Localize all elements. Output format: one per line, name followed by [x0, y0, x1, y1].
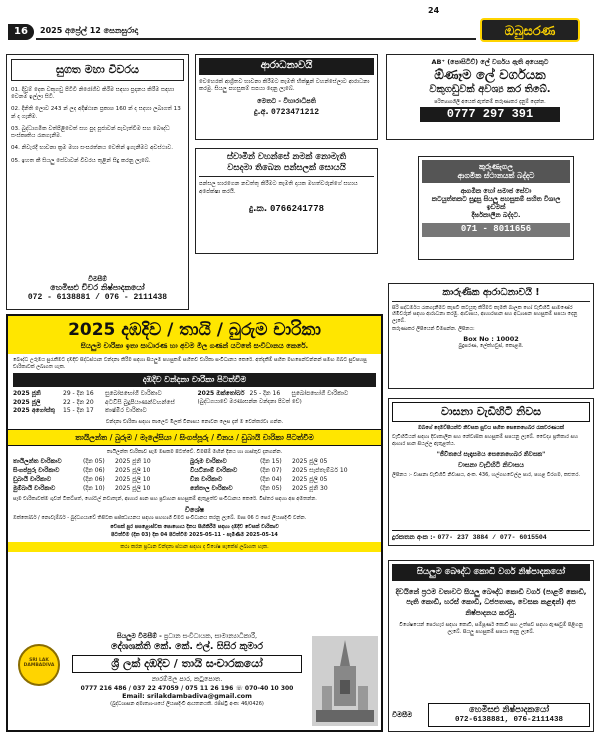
list-item	[13, 407, 192, 416]
ad-wasana-subtitle: ඔබගේ දෙමව්පියන්ට නිවසක සුවය සහිත සෙනෙහෙබර රැකවරණයක්	[418, 424, 564, 431]
ad-tour	[6, 314, 383, 732]
ad-tour-special3: පිටත්වීම (දින 03) දින 04 පිටත්වීම 2025-05-11 - පැමිණීම 2025-05-14	[111, 532, 278, 539]
contact-name: හෙමිසළු නිෂ්පාදකයෝ	[469, 705, 549, 715]
page-header	[0, 0, 600, 42]
contact-label: විමසීම්	[88, 274, 107, 283]
contact-phones: 072 - 6138881 / 076 - 2111438	[27, 293, 168, 302]
ad-sugatha	[6, 54, 189, 310]
ad-wasana-address: ලිපිනය :- වාසනා වැඩිහිටි නිවාසය, අංක. 436, හල්ගහවෙල්ල පාර, පහළ වීරගම, කළුතර.	[392, 471, 580, 478]
tour-name: වියට්නාම් චාරිකාව	[190, 467, 238, 475]
ad-tour-note3: කථා කරන ප්‍රධාන වන්දනා ස්ථාන සඳහා ද විශේෂ පැකේජ ලබාගත හැක.	[8, 542, 381, 553]
tour-days: (දින 05)	[260, 484, 282, 492]
tour-days: (දින 06)	[83, 467, 105, 475]
ad-wasana-title: වාසනා වැඩිහිටි නිවස	[392, 402, 590, 422]
ad-tour-note2: සෑම චාරිකාවක්ම ගුවන් ටිකට්පත්, හෝටල් නවාතැන්, ආහාර පාන සහ ප්‍රවාහන පහසුකම් ඇතුළත්ව සංවිධානය කෙරේ. විස්තර සඳහා අප අමතන්න.	[13, 496, 317, 503]
tour-desc: අටවිසි බුදුපියාණන්වහන්සේ	[105, 398, 175, 406]
ad-karunika	[388, 283, 594, 389]
ad-tour-section2-title: තායිලන්ත / බුරුම / මැලේසියා / සිංගප්පූරු / චීනය / ඩුබායි චාරිකා පිටත්වීම	[8, 429, 381, 446]
tour-desc: කාෂ්මීර චාරිකාව	[105, 407, 147, 415]
page-number-badge: 16	[8, 24, 34, 40]
company-seal: SRI LAK DAMBADIVA	[18, 644, 60, 686]
tour-date: 2025 ජූලි 10	[115, 467, 151, 475]
ad-aradhana-title: ආරාධනාවයි	[199, 58, 374, 75]
company-registration: (බුද්ධශාසන අමාත්‍යාංශයේ ලියාපදිංචි ආයතනයකි. රජිස්ට්‍රි අංක: 46/0426)	[110, 700, 264, 707]
ad-kidney-details: පරිත්‍යාගශීලී අයෙක් ඇත්නම් කරුණාකර දැනුම් දෙන්න.	[434, 98, 546, 105]
tour-desc: සුඛෝපභෝගී චාරිකාව	[105, 390, 162, 397]
company-phones: 0777 216 486 / 037 22 47059 / 075 11 26 196 ☏ 070-40 10 300	[80, 684, 294, 692]
ad-karunika-body2: කරුණාකර ලිපියෙන් විමසන්න. ලිපිනය:	[392, 326, 475, 333]
ad-tour-special-body: ඔක්තෝබර් / නොවැම්බර් - බුද්ධගයාවේ තිපිටක සජ්ඣායනය සඳහා සහභාගී වීමට සංවිධානය කරනු ලැබේ. මාස 06 ට පෙර ලියාපදිංචි වන්න.	[13, 515, 307, 522]
body-line3: දීර්ඝකාලීන බද්දට.	[471, 211, 521, 220]
ad-wasana	[388, 398, 594, 546]
list-item: 05. ඉහත කී සියලු සේවාවන් විවරය තුළින් සිදු කරනු ලැබේ.	[11, 157, 151, 164]
tour-month: 2025 ජූනි	[13, 390, 41, 397]
table-row	[13, 467, 376, 476]
ad-wasana-name: වාසනා වැඩිහිටි නිවාසය	[458, 460, 524, 469]
tour-name: බුරුම චාරිකාව	[190, 458, 227, 466]
tour-date: 2025 ජූනි 10	[115, 458, 151, 466]
table-row	[13, 476, 376, 485]
tour-date: 2025 ජූලි 10	[115, 475, 151, 483]
ad-aradhana-body: වෙහෙරක් ආශ්‍රිතව භාවනා කිරීමට කැමති භික්ෂූන් වහන්සේලාට ආරාධනා කරමු. සියලු පහසුකම් සපයා දෙනු ලැබේ.	[199, 78, 370, 92]
ad-karunika-address: බුදුසරණ, ලේක්හවුස්, කොළඹ.	[458, 343, 524, 349]
tour-days: (දින 04)	[260, 475, 282, 483]
tour-date: 22 - දින 20	[63, 398, 94, 406]
tour-name: සිංගප්පූරු චාරිකාව	[13, 467, 60, 475]
tour-date: 2025 සැප්තැම්බර් 10	[292, 467, 348, 475]
ad-karunika-body: සිරි සද්ධර්මය රැකගැනීමට කැපවී කටයුතු කිරීමට කැමති බාලක හෝ වැඩිහිටි සාමණේර හිමිවරුන් සඳහා ආරාධනා කරමු. ආවාසය, ආහාරපාන සහ අධ්‍යාපන පහසුකම් සපයා දෙනු ලැබේ.	[392, 304, 578, 324]
ad-kurunegala-title	[422, 160, 570, 183]
list-item: 02. දිනිති ලොව 243 න් ලද අදිෂ්ඨාන ප්‍රකාශ 160 න් ද සදහා ලබාගත් 13 න් ද ගැනීම.	[11, 106, 181, 120]
ad-swamin-title	[199, 152, 374, 177]
tour-desc: සුඛෝපභෝගී චාරිකාව	[291, 390, 349, 397]
ad-tour-dates-right	[198, 390, 377, 416]
body-line1: ආගමික හෝ සමාජ සේවා	[460, 186, 532, 195]
body-line2: කටයුත්තකට සුදුසු සියලු පහසුකම් සහිත විශාල ඉඩමක්	[431, 194, 561, 211]
tour-date: 2025 ජූනි 30	[292, 484, 328, 492]
contact-person: දේශශක්ති කේ. කේ. එල්. සිසිර කුමාර	[111, 641, 263, 653]
tour-month: 2025 ඔක්තෝබර්	[197, 390, 245, 397]
tour-days: (දින 06)	[83, 475, 105, 483]
ad-tour-intro: බෞද්ධ උරුමය සුරැකීමට දඹදිව සිද්ධස්ථාන වන්දනා කිරීම සඳහා සියලුම පහසුකම් සහිතව චාරිකා සංවිධානය කෙරේ. අත්දැකීම් සහිත මඟපෙන්වන්නන් සමඟ ඔබට සුවපහසු චාරිකාවක් ලබාගත හැක.	[13, 357, 367, 370]
ad-sugatha-list	[11, 87, 184, 165]
ad-tour-special2: වෙසක් පුර පසළොස්වක පොහොය දිනය සිහිකිරීම සඳහා දඹදිව වෙසක් චාරිකාව	[110, 523, 279, 530]
ad-karunika-box-no: Box No : 10002	[463, 334, 519, 343]
contact-name: හෙමිසළු චීවර නිෂ්පාදකයෝ	[50, 283, 145, 292]
header-date: 2025 අප්‍රේල් 12 සෙනසුරාදා	[40, 26, 139, 35]
company-email: Email: srilakdambadiva@gmail.com	[122, 692, 252, 701]
ad-kurunegala	[418, 156, 574, 260]
tour-date: 2025 ජූලි 10	[115, 484, 151, 492]
ad-aradhana-contact: මෙතට - විහාරාධිපති	[257, 97, 316, 106]
table-row	[13, 485, 376, 494]
ad-karunika-title: කාරුණික ආරාධනාවයි !	[392, 287, 590, 302]
ad-flags-body2: විශේෂයෙන් පෙරහැර සඳහා කොඩි, සම්පූර්ණ කොඩි සහ උත්සව සඳහා ඇණවුම් පිළිගනු ලැබේ. සියලු පහසුකම් සපයා දෙනු ලැබේ.	[399, 622, 583, 635]
title-line1: ස්වාමීන් වහන්සේ නමක් නොමැති	[226, 152, 347, 162]
company-name: ශ්‍රී ලක් දඹදිව / තායි සංචාරකයෝ	[72, 655, 302, 673]
right-page-number: 24	[428, 6, 440, 15]
company-address: නාරම්මල පාර, කටුපොත.	[151, 674, 223, 683]
phone-label: දුරකතන අංක :-	[392, 532, 436, 541]
contact-label: සියලුම විමසීම් -	[116, 632, 162, 640]
ad-sugatha-title: සුගත මහා විවරය	[11, 59, 184, 81]
title-line1: කුරුණෑගල	[479, 162, 513, 171]
ad-tour-note1: වන්දනා චාරිකා සඳහා කාලෙට මිලක් විනාසය නොවන ලෙස දැන් ම වෙන්කරවා ගන්න.	[105, 419, 284, 426]
tour-days: (දින 05)	[83, 458, 105, 466]
ad-tour-subtitle: සියලුම චාරිකා ඉතා සාධාරණ හා අවම මිල ගණන් යටතේ සංවිධානය කෙරේ.	[8, 342, 381, 354]
paper-logo: ඔබුසරණ	[480, 18, 580, 42]
ad-swamin-phone: 0766241778	[270, 203, 325, 214]
tour-date: 2025 ජූලි 05	[292, 475, 328, 483]
list-item	[198, 390, 377, 399]
contact-phones: 072-6138881, 076-2111438	[454, 715, 564, 724]
ad-kidney-headline2: වකුගඩුවක් අවශ්‍ය කර තිබේ.	[429, 84, 551, 96]
phone-label: දු.ක.	[248, 203, 268, 214]
ad-tour-special-label: විශේෂ	[184, 505, 205, 514]
ad-kurunegala-phone: 071 - 8011656	[422, 223, 570, 236]
ad-tour-title: 2025 දඹදිව / තායි / බුරුම චාරිකා	[8, 316, 381, 342]
title-line2: ආගමික ස්ථානයක් බද්දට	[457, 171, 535, 181]
tour-date: 15 - දින 17	[63, 407, 94, 415]
tour-date: 25 - දින 16	[249, 390, 281, 397]
tour-month: 2025 ජූලි	[13, 398, 41, 406]
header-rule	[36, 38, 476, 40]
tour-desc: (බුද්ධගයාවේ මරණාසන්න වන්දනා පිටත් වේ)	[197, 398, 302, 405]
title-line2: වසදමා තිබෙන පන්සලක් සොයයි	[227, 162, 346, 173]
ad-tour-dates-left	[13, 390, 192, 416]
ad-aradhana	[195, 54, 378, 140]
tour-name: නේපාල චාරිකාව	[190, 484, 233, 492]
ad-swamin	[195, 148, 378, 254]
ad-tour-contact	[8, 630, 381, 730]
phone-label: දු.අ.	[253, 107, 269, 117]
contact-label: විමසීම	[392, 710, 413, 719]
ad-wasana-quote: "ජීවිතයේ සැඳෑසමය සෙනෙහෙබර නිවසක"	[436, 451, 546, 459]
ad-kidney	[386, 54, 594, 140]
tour-name: මුම්බායි චාරිකාව	[13, 484, 56, 492]
list-item	[198, 399, 377, 407]
ad-tour-table	[8, 458, 381, 493]
ad-flags	[388, 560, 594, 732]
ad-kidney-line1: AB⁺ (පොසිටිව්) ලේ වර්ගය ඇති අයෙකුට	[431, 58, 549, 66]
ad-tour-section1-title: දඹදිව වන්දනා චාරිකා පිටත්වීම	[13, 373, 376, 387]
ad-wasana-phones: 077- 237 3884 / 077- 6015504	[437, 533, 547, 541]
ad-wasana-body: වැඩිහිටියන් සඳහා දිවාකාලීන සහ නේවාසික පහසුකම් සපයනු ලැබේ. වෛද්‍ය ප්‍රතිකාර සහ ආහාර පාන සියල්ල ඇතුළත්ය.	[392, 434, 579, 447]
list-item: 04. නිවැරදි භාවනා ක්‍රම මහා සංඝරත්නය වෙතින් ඉගැනීමට අවස්ථාව.	[11, 145, 174, 152]
ad-kidney-headline1: ඕණෑම ලේ වර්ගයක	[434, 68, 546, 84]
contact-title: ප්‍රධාන සංවිධායක, සාමාන්‍යාධිකාරී,	[163, 632, 258, 640]
ad-flags-title: සියලුම බෞද්ධ කොඩි වර්ග නිෂ්පාදකයෝ	[392, 564, 590, 581]
ad-aradhana-phone: 0723471212	[271, 108, 320, 118]
list-item: 01. දිවුම් දෙක වකුගඩු පිටිවී නිරෝගීව කිරීම සඳහා ප්‍රදානය කිරීම සඳහා වෙනම ඉල්ලා සිටී.	[11, 86, 175, 101]
tour-name: ඩුබායි චාරිකාව	[13, 475, 52, 483]
ad-swamin-body: පන්සල භාරගෙන නඩත්තු කිරීමට කැමති දායක මහත්වරුන්ගේ සහාය අපේක්ෂා කරයි.	[199, 181, 358, 195]
tour-date: 29 - දින 16	[63, 390, 94, 397]
ad-kidney-phone: 0777 297 391	[420, 107, 560, 122]
tour-name: චීන චාරිකාව	[190, 475, 223, 483]
list-item: 03. බුද්ධාගමික වත්පිළිවෙත් සහ පුද පූජාවන් පැවැත්වීම සහ බෞද්ධ සංස්කෘතිය රැකගැනීම.	[11, 125, 170, 140]
ad-tour-section2-note: තායිලන්ත චාරිකාව සැම මසකම පිටත්වේ. විමසීම් මඟින් දිනය හා ගාස්තුව දැනගන්න.	[106, 448, 283, 455]
ad-flags-body: දිවයිනේ ප්‍රථම වතාවට සියලු බෞද්ධ කොඩි වර්ග (පාළම් කොඩි, පැති කොඩි, හරස් කොඩි, ධජපතාක, වෙසක කළඳන්) අප නිෂ්පාදනය කරමු.	[395, 587, 587, 617]
tour-date: 2025 ජූලි 05	[292, 458, 328, 466]
temple-image	[312, 636, 378, 726]
list-item	[13, 390, 192, 399]
table-row	[13, 458, 376, 467]
tour-month: 2025 අගෝස්තු	[13, 407, 56, 415]
tour-days: (දින 07)	[260, 467, 282, 475]
tour-days: (දින 10)	[83, 484, 105, 492]
tour-days: (දින 15)	[260, 458, 282, 466]
tour-name: තායිලන්ත චාරිකාව	[13, 458, 62, 466]
